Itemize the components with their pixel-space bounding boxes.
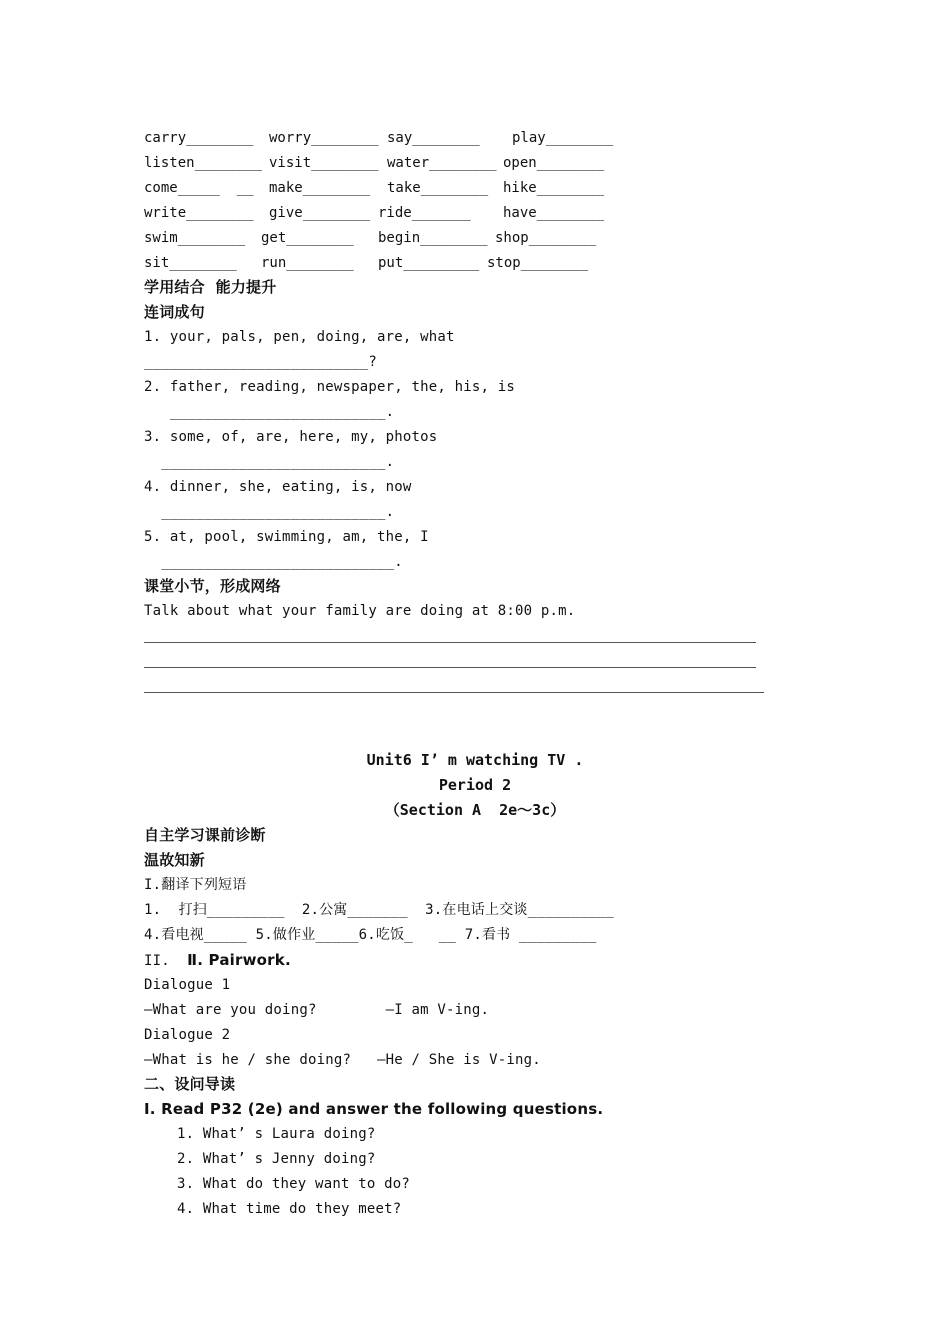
section-heading: 学用结合 能力提升 — [144, 278, 277, 296]
read-heading: Ⅰ. Read P32 (2e) and answer the following questions. — [144, 1100, 604, 1118]
pairwork-heading: Ⅱ. Pairwork. — [187, 951, 291, 969]
verb-cell: visit________ — [269, 155, 379, 171]
section-heading: 温故知新 — [144, 851, 205, 869]
dialogue-line: —What are you doing? —I am V-ing. — [144, 1002, 490, 1018]
sentence-prompt: 3. some, of, are, here, my, photos — [144, 429, 438, 445]
section-heading: 自主学习课前诊断 — [144, 826, 266, 844]
sentence-prompt: 5. at, pool, swimming, am, the, I — [144, 529, 429, 545]
verb-cell: give________ — [269, 205, 371, 221]
section-heading: 连词成句 — [144, 303, 205, 321]
dialogue-title: Dialogue 2 — [144, 1027, 231, 1043]
pairwork-prefix: II. — [144, 953, 188, 969]
verb-cell: water________ — [387, 155, 497, 171]
question-item: 1. What’ s Laura doing? — [177, 1126, 376, 1142]
section-heading: 二、设问导读 — [144, 1075, 236, 1093]
verb-cell: play________ — [512, 130, 614, 146]
answer-blank: __________________________. — [144, 454, 395, 470]
verb-cell: come_____ __ — [144, 180, 254, 196]
dialogue-line: —What is he / she doing? —He / She is V-ing. — [144, 1052, 541, 1068]
verb-cell: hike________ — [503, 180, 605, 196]
verb-cell: open________ — [503, 155, 605, 171]
translate-line: 4.看电视_____ 5.做作业_____6.吃饭_ __ 7.看书 _________ — [144, 927, 597, 943]
verb-cell: begin________ — [378, 230, 488, 246]
unit-title: Unit6 I’ m watching TV . — [366, 751, 584, 769]
section-heading: 课堂小节，形成网络 — [144, 577, 281, 595]
translate-line: 1. 打扫_________ 2.公寓_______ 3.在电话上交谈__________ — [144, 902, 614, 918]
verb-cell: sit________ — [144, 255, 237, 271]
question-item: 3. What do they want to do? — [177, 1176, 410, 1192]
verb-cell: run________ — [261, 255, 354, 271]
translate-heading: I.翻译下列短语 — [144, 877, 247, 893]
verb-cell: stop________ — [487, 255, 589, 271]
writing-line — [144, 667, 756, 668]
section-range: （Section A 2e～3c） — [384, 801, 566, 819]
answer-blank: ___________________________. — [144, 554, 403, 570]
answer-blank: __________________________? — [144, 354, 377, 370]
verb-cell: listen________ — [144, 155, 263, 171]
sentence-prompt: 4. dinner, she, eating, is, now — [144, 479, 412, 495]
verb-cell: have________ — [503, 205, 605, 221]
verb-cell: swim________ — [144, 230, 246, 246]
period-title: Period 2 — [438, 776, 512, 794]
talk-prompt: Talk about what your family are doing at 8:00 p.m. — [144, 603, 576, 619]
sentence-prompt: 1. your, pals, pen, doing, are, what — [144, 329, 455, 345]
verb-cell: carry________ — [144, 130, 254, 146]
verb-cell: make________ — [269, 180, 371, 196]
question-item: 2. What’ s Jenny doing? — [177, 1151, 376, 1167]
dialogue-title: Dialogue 1 — [144, 977, 231, 993]
verb-cell: say________ — [387, 130, 480, 146]
verb-cell: shop________ — [495, 230, 597, 246]
verb-cell: put_________ — [378, 255, 480, 271]
answer-blank: _________________________. — [144, 404, 395, 420]
verb-cell: take________ — [387, 180, 489, 196]
pairwork-line — [144, 951, 291, 970]
answer-blank: __________________________. — [144, 504, 395, 520]
writing-line — [144, 692, 764, 693]
verb-cell: worry________ — [269, 130, 379, 146]
writing-line — [144, 642, 756, 643]
verb-cell: ride_______ — [378, 205, 471, 221]
question-item: 4. What time do they meet? — [177, 1201, 402, 1217]
sentence-prompt: 2. father, reading, newspaper, the, his, is — [144, 379, 516, 395]
verb-cell: get________ — [261, 230, 354, 246]
verb-cell: write________ — [144, 205, 254, 221]
